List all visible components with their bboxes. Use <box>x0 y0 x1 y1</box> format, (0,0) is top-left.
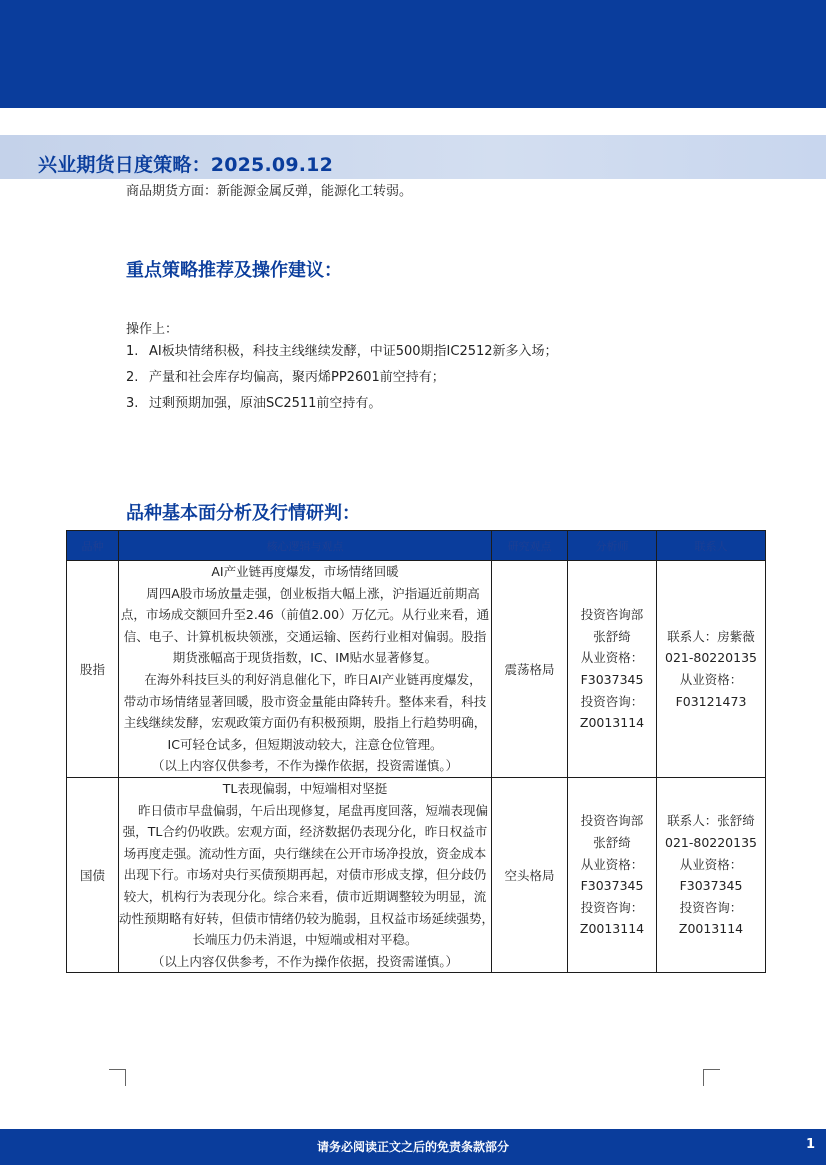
contact-name: 联系人：房紫薇 <box>667 628 755 644</box>
strategy-heading: 重点策略推荐及操作建议： <box>126 260 342 281</box>
contact-name: 联系人：张舒绮 <box>667 813 755 829</box>
analysis-cell <box>119 777 495 972</box>
consulting-number: Z0013114 <box>579 921 645 937</box>
qualification-label: 从业资格： <box>580 650 644 666</box>
item-number: 3. <box>126 396 139 411</box>
analyst-name: 张舒绮 <box>593 628 631 644</box>
qualification-number: F3037345 <box>580 671 644 687</box>
cell-line: 出现下行。市场对央行买债预期再起，对债市形成支撑，但分歧仍 <box>123 867 487 883</box>
intro-text: 商品期货方面：新能源金属反弹，能源化工转弱。 <box>126 184 413 199</box>
consulting-number: Z0013114 <box>579 715 645 731</box>
disclaimer-line: （以上内容仅供参考，不作为操作依据，投资需谨慎。） <box>151 953 459 969</box>
cell-line: 较大，机构行为表现分化。综合来看，债市近期调整较为明显，流 <box>123 888 487 904</box>
cell-line: IC可轻仓试多，但短期波动较大，注意仓位管理。 <box>167 736 443 752</box>
analyst-dept: 投资咨询部 <box>580 813 644 829</box>
crop-mark-left <box>109 1069 126 1086</box>
header-contact: 联系人 <box>657 531 766 561</box>
contact-cell <box>657 777 766 972</box>
variety-cell: 股指 <box>67 561 119 778</box>
qualification-number: F3037345 <box>580 878 644 894</box>
top-banner <box>0 0 826 108</box>
item-number: 2. <box>126 370 139 385</box>
qualification-label: 从业资格： <box>580 856 644 872</box>
qualification-number: F03121473 <box>675 693 747 709</box>
analysis-cell <box>119 561 492 778</box>
strategy-item <box>126 394 558 420</box>
cell-line: 在海外科技巨头的利好消息催化下，昨日AI产业链再度爆发， <box>144 671 482 687</box>
qualification-number: F3037345 <box>679 878 743 894</box>
consulting-label: 投资咨询： <box>679 899 743 915</box>
table-row <box>67 561 766 778</box>
analyst-name: 张舒绮 <box>593 834 631 850</box>
analysis-heading: 品种基本面分析及行情研判： <box>126 503 360 524</box>
qualification-label: 从业资格： <box>679 671 743 687</box>
item-text: 产量和社会库存均偏高，聚丙烯PP2601前空持有； <box>149 370 445 385</box>
consulting-number: Z0013114 <box>678 921 744 937</box>
row-headline: AI产业链再度爆发，市场情绪回暖 <box>211 564 399 579</box>
strategy-list <box>126 342 558 420</box>
cell-line: 带动市场情绪显著回暖，股市资金量能由降转升。整体来看，科技 <box>123 693 487 709</box>
header-logic: 核心逻辑与观点 <box>119 531 492 561</box>
cell-line: 昨日债市早盘偏弱，午后出现修复，尾盘再度回落，短端表现偏 <box>137 802 488 818</box>
strategy-item <box>126 342 558 368</box>
cell-line: 强，TL合约仍收跌。宏观方面，经济数据仍表现分化，昨日权益市 <box>122 824 488 840</box>
analyst-dept: 投资咨询部 <box>580 607 644 623</box>
cell-line: 场再度走强。流动性方面，央行继续在公开市场净投放，资金成本 <box>123 845 487 861</box>
consulting-label: 投资咨询： <box>580 693 644 709</box>
cell-line: 长端压力仍未消退，中短端或相对平稳。 <box>192 932 418 948</box>
cell-line: 动性预期略有好转，但债市情绪仍较为脆弱，且权益市场延续强势， <box>119 910 495 926</box>
cell-line: 主线继续发酵，宏观政策方面仍有积极预期，股指上行趋势明确， <box>123 715 487 731</box>
cell-line: 周四A股市场放量走强，创业板指大幅上涨，沪指逼近前期高 <box>146 585 480 601</box>
contact-phone: 021-80220135 <box>665 650 757 666</box>
page-number: 1 <box>806 1137 816 1152</box>
disclaimer-link[interactable]: 请务必阅读正文之后的免责条款部分 <box>316 1140 509 1154</box>
table-header-row <box>67 531 766 561</box>
strategy-item <box>126 368 558 394</box>
variety-cell: 国债 <box>67 777 119 972</box>
consulting-label: 投资咨询： <box>580 899 644 915</box>
view-cell: 震荡格局 <box>492 561 568 778</box>
contact-phone: 021-80220135 <box>665 834 757 850</box>
cell-line: 信、电子、计算机板块领涨，交通运输、医药行业相对偏弱。股指 <box>123 628 487 644</box>
disclaimer-line: （以上内容仅供参考，不作为操作依据，投资需谨慎。） <box>151 758 459 774</box>
analyst-cell <box>568 777 657 972</box>
header-variety: 品种 <box>67 531 119 561</box>
header-analyst: 分析师 <box>568 531 657 561</box>
analysis-table <box>66 530 766 973</box>
item-text: AI板块情绪积极，科技主线继续发酵，中证500期指IC2512新多入场； <box>149 344 558 359</box>
header-view: 研究观点 <box>492 531 568 561</box>
view-cell: 空头格局 <box>492 777 568 972</box>
ops-label: 操作上： <box>126 322 179 337</box>
crop-mark-right <box>703 1069 720 1086</box>
table-row <box>67 777 766 972</box>
row-headline: TL表现偏弱，中短端相对坚挺 <box>222 780 388 796</box>
item-number: 1. <box>126 344 139 359</box>
report-title: 兴业期货日度策略：2025.09.12 <box>38 154 333 176</box>
item-text: 过剩预期加强，原油SC2511前空持有。 <box>149 396 382 411</box>
cell-line: 期货涨幅高于现货指数，IC、IM贴水显著修复。 <box>172 650 438 666</box>
cell-line: 点，市场成交额回升至2.46（前值2.00）万亿元。从行业来看，通 <box>120 607 490 623</box>
qualification-label: 从业资格： <box>679 856 743 872</box>
analyst-cell <box>568 561 657 778</box>
contact-cell <box>657 561 766 778</box>
